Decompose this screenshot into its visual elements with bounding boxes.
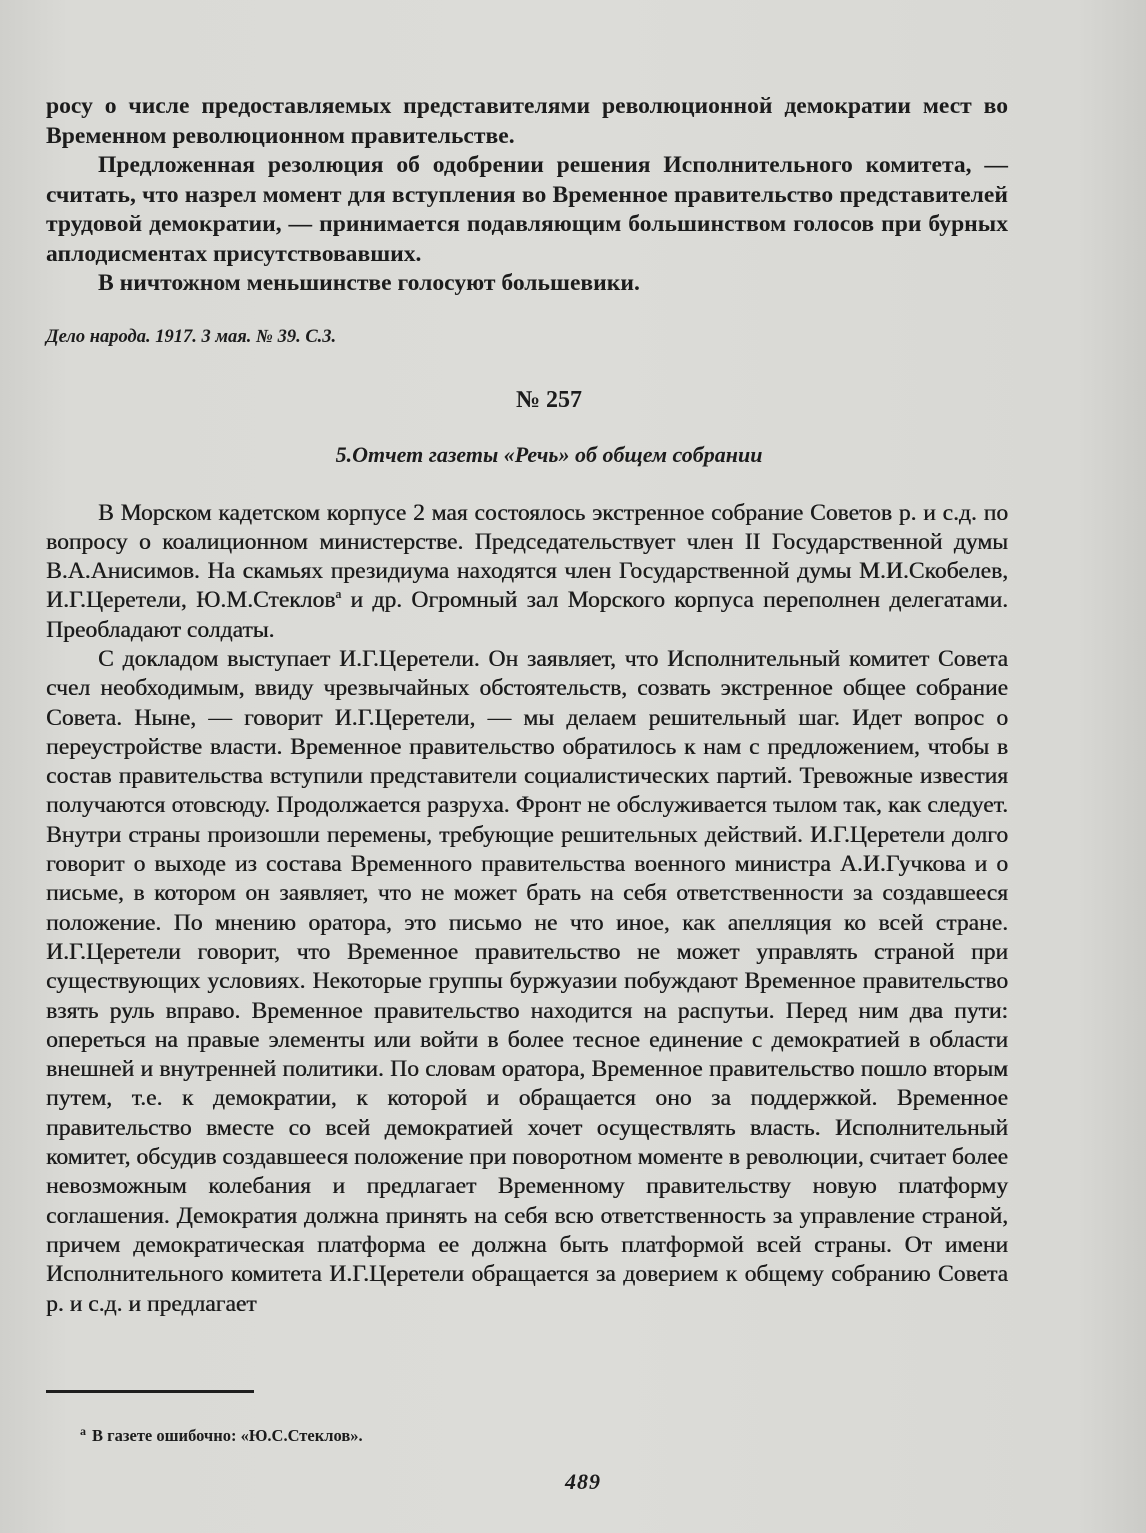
page-number: 489 [565, 1469, 601, 1494]
footnote [80, 1420, 363, 1447]
paragraph-meeting-description [46, 499, 1008, 645]
paragraph-continuation: росу о числе предоставляемых представителями революционной демократии мест во Временном революционном правительстве. [46, 93, 1008, 149]
source-citation: Дело народа. 1917. 3 мая. № 39. С.3. [46, 326, 337, 347]
document-body [46, 499, 1008, 1319]
paragraph-bolsheviks-vote: В ничтожном меньшинстве голосуют большевики. [98, 270, 640, 296]
paragraph-resolution: Предложенная резолюция об одобрении решения Исполнительного комитета, — считать, что назрел момент для вступления во Временное правительство представителей трудовой демократии, — принимается подавляющим большинством голосов при бурных аплодисментах присутствовавших. [46, 152, 1008, 267]
paragraph-tsereteli-speech: С докладом выступает И.Г.Церетели. Он заявляет, что Исполнительный комитет Совета счел необходимым, ввиду чрезвычайных обстоятельств, созвать экстренное общее собрание Совета. Ныне, — говорит И.Г.Церетели, — мы делаем решительный шаг. Идет вопрос о переустройстве власти. Временное правительство обратилось к нам с предложением, чтобы в состав правительства вступили представители социалистических партий. Тревожные известия получаются отовсюду. Продолжается разруха. Фронт не обслуживается тылом так, как следует. Внутри страны произошли перемены, требующие решительных действий. И.Г.Церетели долго говорит о выходе из состава Временного правительства военного министра А.И.Гучкова и о письме, в котором он заявляет, что не может брать на себя ответственности за создавшееся положение. По мнению оратора, это письмо не что иное, как апелляция ко всей стране. И.Г.Церетели говорит, что Временное правительство не может управлять страной при существующих условиях. Некоторые группы буржуазии побуждают Временное правительство взять руль вправо. Временное правительство находится на распутьи. Перед ним два пути: опереться на правые элементы или войти в более тесное единение с демократией в области внешней и внутренней политики. По словам оратора, Временное правительство пошло вторым путем, т.е. к демократии, к которой и обращается оно за поддержкой. Временное правительство вместе со всей демократией хочет осуществлять власть. Исполнительный комитет, обсудив создавшееся положение при поворотном моменте в революции, считает более невозможным колебания и предлагает Временному правительству новую платформу соглашения. Демократия должна принять на себя всю ответственность за управление страной, причем демократическая платформа ее должна быть платформой всей страны. От имени Исполнительного комитета И.Г.Церетели обращается за доверием к общему собранию Совета р. и с.д. и предлагает [46, 645, 1008, 1317]
footnote-reference: а [335, 586, 342, 602]
document-title: 5.Отчет газеты «Речь» об общем собрании [335, 441, 763, 467]
previous-document-ending [46, 92, 1008, 349]
footnote-divider [46, 1390, 254, 1393]
footnote-mark: а [80, 1424, 86, 1438]
paragraph-text: В Морском кадетском корпусе 2 мая состоялось экстренное собрание Советов р. и с.д. по вопросу о коалиционном министерстве. Председательствует член II Государственной думы В.А.Анисимов. На скамьях президиума находятся член Государственной думы М.И.Скобелев, И.Г.Церетели, Ю.М.Стеклов [46, 499, 1008, 614]
paragraph-text: и др. Огромный зал Морского корпуса переполнен делегатами. Преобладают солдаты. [46, 587, 1008, 643]
page-content [46, 92, 1008, 1319]
footnote-text: В газете ошибочно: «Ю.С.Стеклов». [92, 1426, 363, 1445]
document-number: № 257 [515, 386, 583, 413]
